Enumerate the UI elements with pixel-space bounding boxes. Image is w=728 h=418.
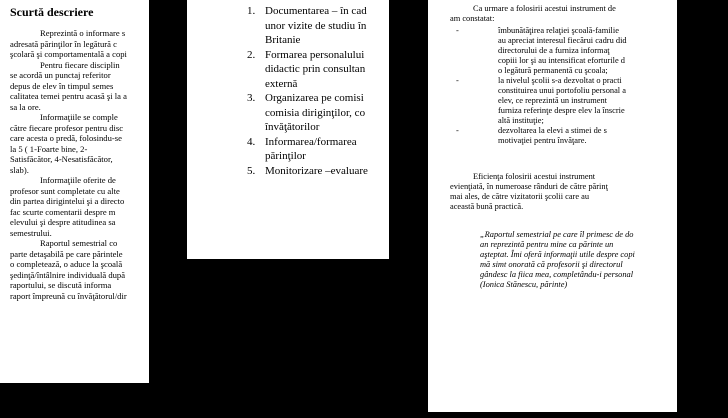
result-item (450, 26, 677, 76)
quote-line: „Raportul semestrial pe care îl primesc de do (480, 230, 634, 239)
step-number: 2. (247, 48, 256, 61)
step-text: Informarea/formarea (265, 135, 357, 148)
quote-line: an reprezintă pentru mine ca părinte un (480, 240, 614, 249)
paragraph-line: această bună practică. (450, 202, 524, 211)
step-item (247, 48, 389, 92)
results-intro-cont: am constatat: (450, 14, 495, 23)
result-text: au apreciat interesul fiecărui cadru did (498, 36, 627, 45)
paragraph-line: mai ales, de către vizitatorii şcolii care au (450, 192, 590, 201)
step-text: Britanie (265, 34, 301, 46)
result-text: constituirea unui portofoliu personal a (498, 86, 626, 95)
description-line: din partea dirigintelui şi a directo (10, 196, 125, 206)
step-text: Formarea personalului (265, 48, 365, 61)
description-text (10, 28, 149, 301)
efficiency-paragraph (450, 172, 677, 212)
quote-line: (Ionica Stănescu, părinte) (480, 280, 568, 289)
description-line: o completează, o aduce la şcoală (10, 259, 123, 269)
result-text: îmbunătăţirea relaţiei şcoală-familie (498, 26, 619, 35)
description-line: şedinţă/întâlnire individuală după (10, 269, 126, 280)
dash-bullet: - (456, 76, 459, 85)
step-text: comisia diriginţilor, co (265, 106, 366, 119)
step-item (247, 135, 389, 164)
dash-bullet: - (456, 26, 459, 35)
quote-line: gândesc la fiica mea, completându-i personal (480, 270, 634, 279)
page-panel-description (0, 0, 149, 383)
section-title: Scurtă descriere (10, 5, 94, 19)
description-line: slab). (10, 164, 29, 175)
step-text: unor vizite de studiu în (265, 19, 367, 32)
description-line: sa la ore. (10, 101, 41, 112)
results-intro: Ca urmare a folosirii acestui instrument de (473, 4, 616, 13)
description-line: semestrului. (10, 227, 52, 238)
step-text: didactic prin consultan (265, 63, 366, 75)
step-item (247, 4, 389, 48)
description-line: Reprezintă o informare s (40, 28, 126, 38)
description-line: calitatea temei pentru acasă şi la a (10, 91, 127, 101)
description-line: Informaţiile oferite de (40, 175, 116, 185)
step-number: 4. (247, 135, 256, 148)
description-line: raport împreună cu învăţătorul/dir (10, 290, 127, 301)
result-text: o legătură permanentă cu şcoala; (498, 66, 608, 75)
result-text: altă instituţie; (498, 116, 544, 125)
parent-quote (480, 230, 635, 290)
result-text: dezvoltarea la elevi a stimei de s (498, 126, 607, 135)
result-text: elev, ce reprezintă un instrument (498, 96, 607, 105)
result-item (450, 126, 677, 146)
page-panel-results (428, 0, 677, 412)
step-text: externă (265, 77, 298, 90)
page-panel-steps (187, 0, 389, 259)
step-text: Monitorizare –evaluare (265, 164, 368, 177)
result-text: la nivelul şcolii s-a dezvoltat o practi (498, 76, 622, 85)
step-text: învăţătorilor (265, 121, 320, 133)
step-text: Documentarea – în cad (265, 5, 367, 17)
description-line: profesor sunt completate cu alte (10, 185, 120, 196)
description-line: Pentru fiecare disciplin (40, 59, 120, 70)
description-line: parte detaşabilă pe care părintele (10, 248, 123, 259)
description-line: Satisfăcător, 4-Nesatisfăcător, (10, 154, 113, 164)
description-line: se acordă un punctaj referitor (10, 70, 111, 80)
result-text: copiii lor şi au intensificat eforturile d (498, 56, 625, 65)
step-item (247, 164, 389, 179)
step-item (247, 91, 389, 135)
description-line: Raportul semestrial co (40, 238, 118, 248)
description-line: elevului şi despre atitudinea sa (10, 217, 116, 227)
description-line: depus de elev în timpul semes (10, 80, 114, 91)
step-number: 1. (247, 5, 256, 17)
step-number: 3. (247, 92, 256, 104)
description-line: Informaţiile se comple (40, 112, 118, 122)
description-line: către fiecare profesor pentru disc (10, 122, 124, 133)
quote-line: aşteptat. Îmi oferă informaţii utile despre copi (480, 250, 635, 259)
step-text: părinţilor (265, 150, 306, 162)
description-line: fac scurte comentarii despre m (10, 206, 116, 217)
paragraph-line: evienţiată, în numeroase rânduri de către părinţ (450, 182, 608, 191)
description-line: care acesta o predă, folosindu-se (10, 133, 122, 143)
steps-list (247, 4, 389, 178)
dash-bullet: - (456, 126, 459, 135)
result-text: furniza referinţe despre elev la înscrie (498, 106, 625, 115)
description-line: raportului, se discută informa (10, 280, 112, 290)
quote-line: mă simt onorată că profesorii şi directorul (480, 260, 623, 269)
description-line: şcolară şi comportamentală a copi (10, 49, 127, 59)
step-text: Organizarea pe comisi (265, 92, 364, 104)
paragraph-line: Eficienţa folosirii acestui instrument (473, 172, 596, 181)
results-list (450, 26, 677, 146)
description-line: adresată părinţilor în legătură c (10, 38, 117, 49)
result-text: motivaţiei pentru învăţare. (498, 136, 587, 145)
result-item (450, 76, 677, 126)
description-line: la 5 ( 1-Foarte bine, 2- (10, 143, 88, 154)
result-text: directorului de a furniza informaţ (498, 46, 610, 55)
step-number: 5. (247, 164, 256, 177)
